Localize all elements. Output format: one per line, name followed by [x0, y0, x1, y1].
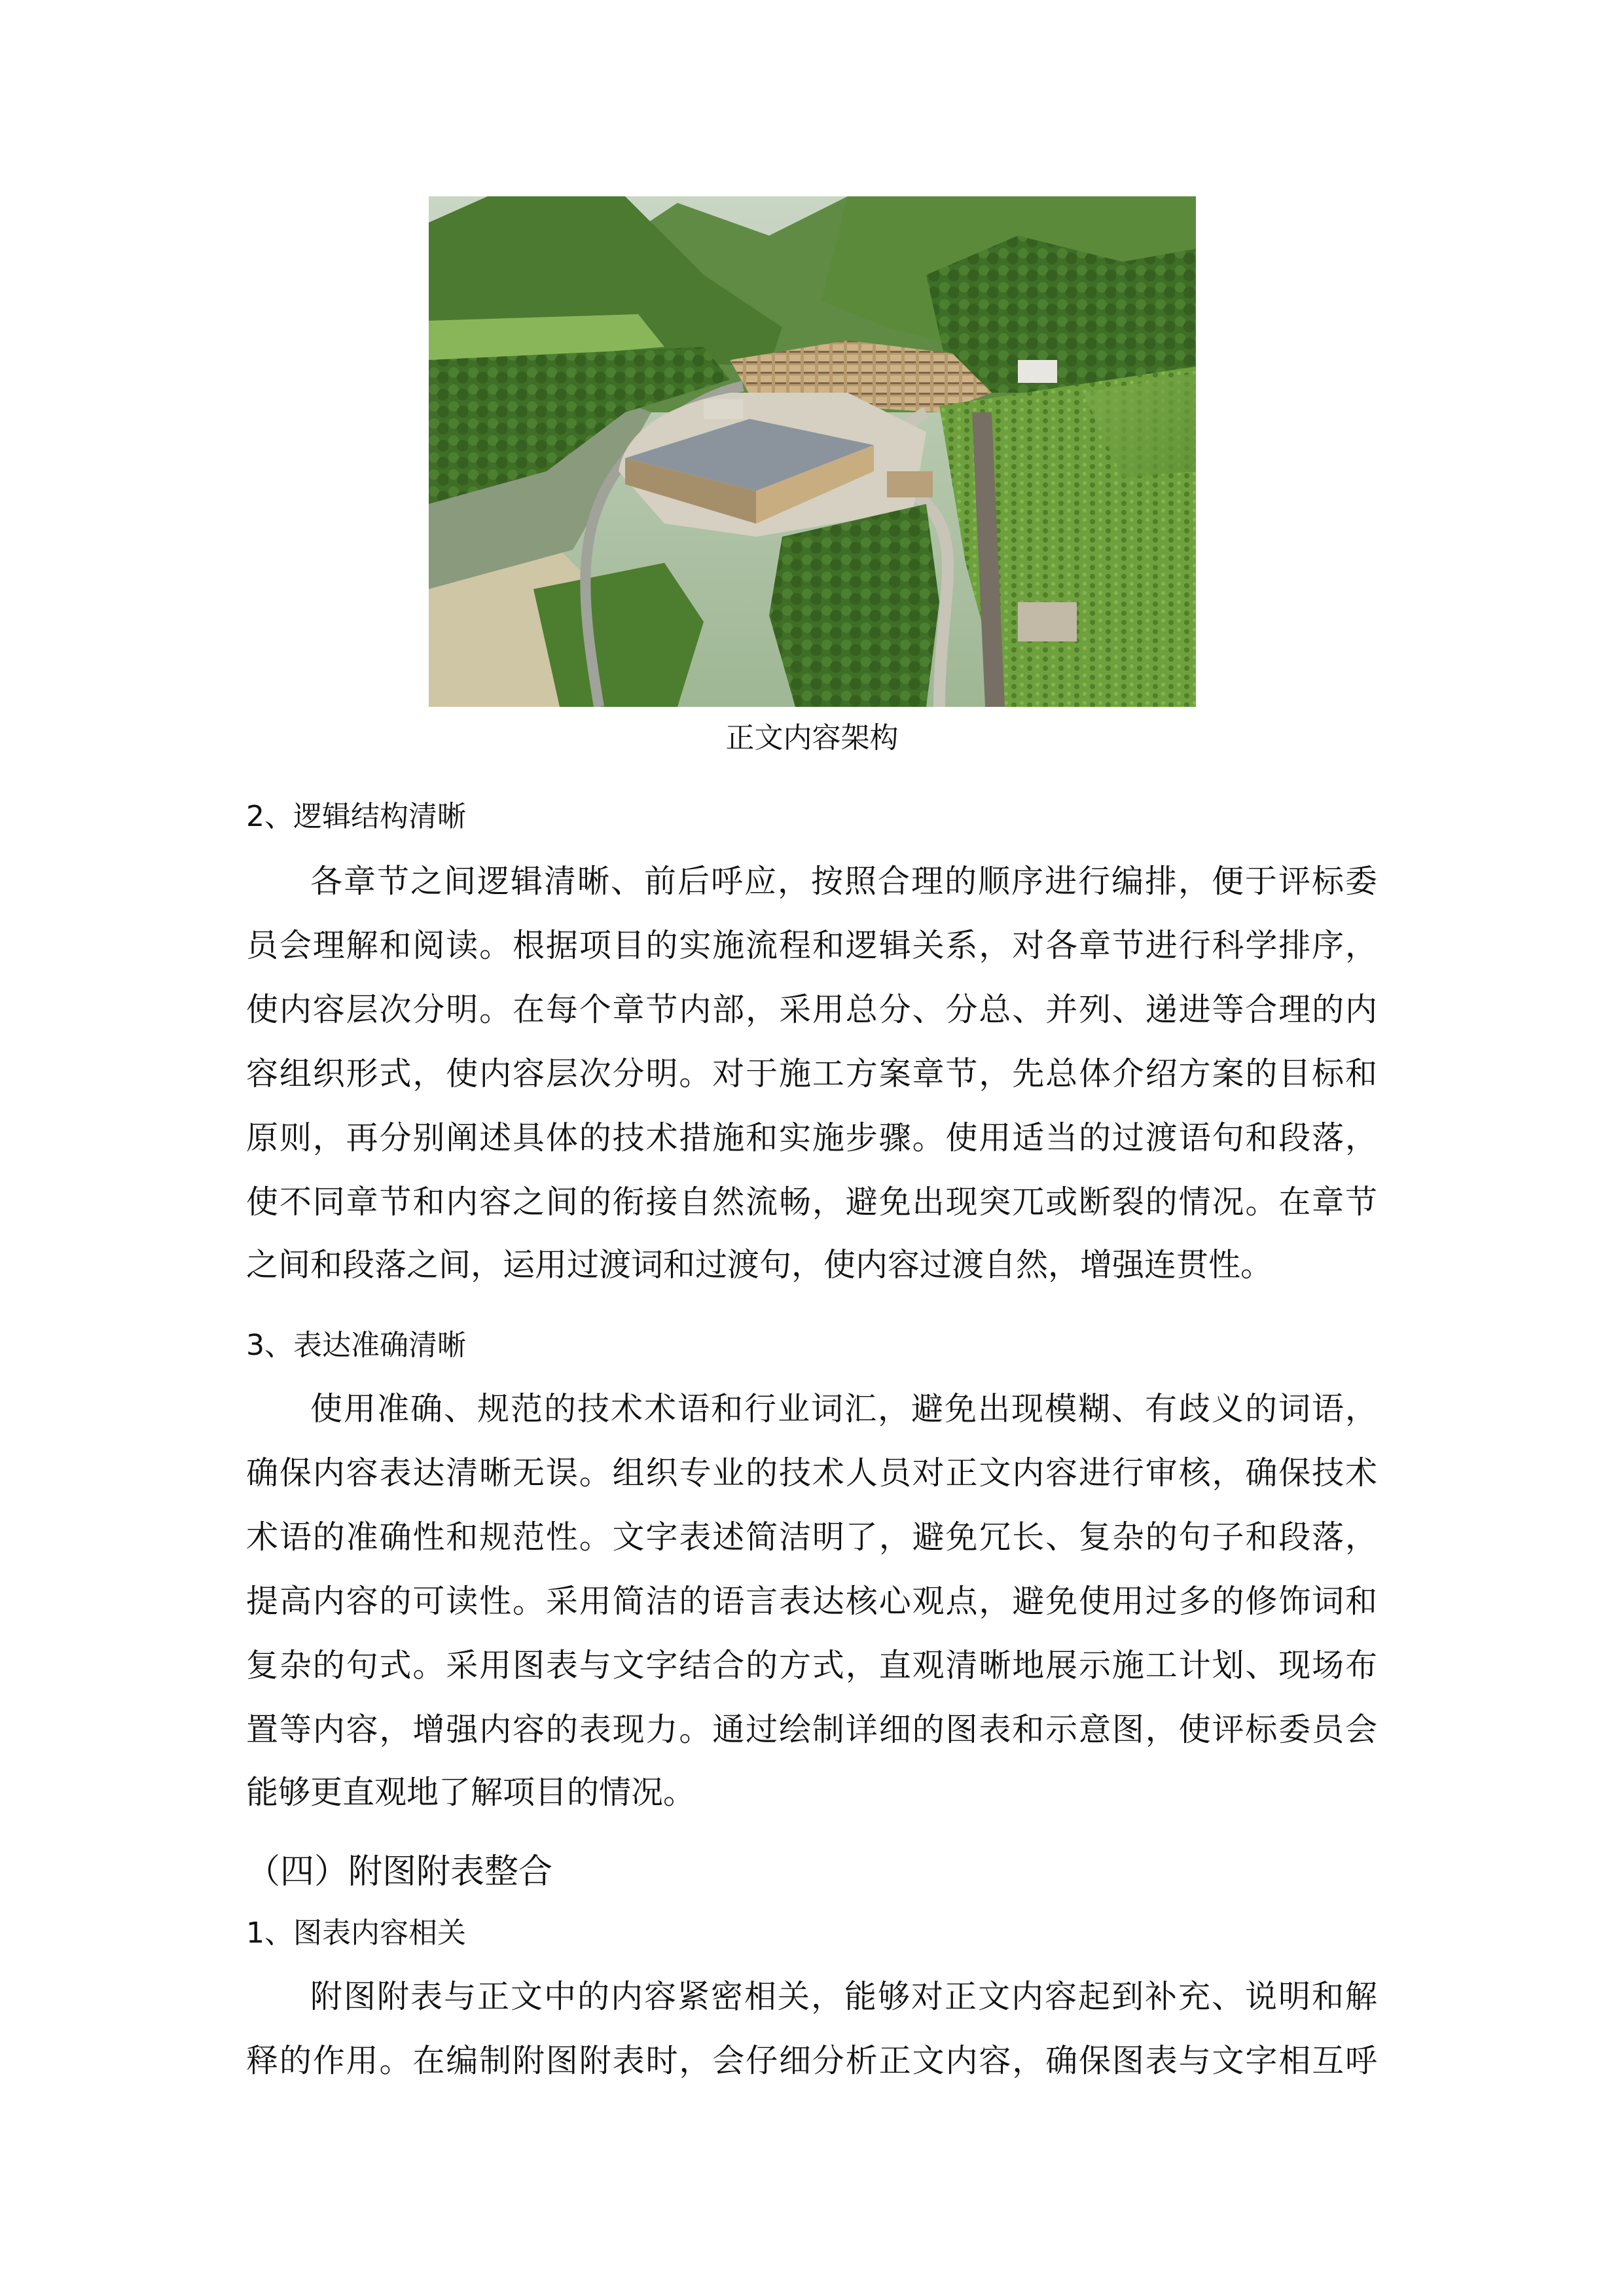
- paragraph-line: 能够更直观地了解项目的情况。: [246, 1774, 696, 1811]
- figure-caption: 正文内容架构: [725, 721, 899, 755]
- paragraph-line: 释的作用。在编制附图附表时，会仔细分析正文内容，确保图表与文字相互呼: [246, 2042, 1377, 2079]
- paragraph-line: 术语的准确性和规范性。文字表述简洁明了，避免冗长、复杂的句子和段落，: [246, 1518, 1377, 1556]
- paragraph-line: 使内容层次分明。在每个章节内部，采用总分、分总、并列、递进等合理的内: [246, 991, 1377, 1028]
- part-heading-attachments: （四）附图附表整合: [246, 1852, 553, 1892]
- paragraph-line: 提高内容的可读性。采用简洁的语言表达核心观点，避免使用过多的修饰词和: [246, 1583, 1377, 1620]
- paragraph-line: 原则，再分别阐述具体的技术措施和实施步骤。使用适当的过渡语句和段落，: [246, 1119, 1377, 1157]
- paragraph-line: 员会理解和阅读。根据项目的实施流程和逻辑关系，对各章节进行科学排序，: [246, 927, 1377, 964]
- section-heading-chart-relevance: 1、图表内容相关: [246, 1916, 466, 1950]
- section-heading-logic: 2、逻辑结构清晰: [246, 800, 466, 833]
- paragraph-line: 确保内容表达清晰无误。组织专业的技术人员对正文内容进行审核，确保技术: [246, 1454, 1377, 1492]
- paragraph-line: 使不同章节和内容之间的衔接自然流畅，避免出现突兀或断裂的情况。在章节: [246, 1183, 1377, 1221]
- paragraph-line: 各章节之间逻辑清晰、前后呼应，按照合理的顺序进行编排，便于评标委: [310, 863, 1377, 900]
- paragraph-line: 容组织形式，使内容层次分明。对于施工方案章节，先总体介绍方案的目标和: [246, 1055, 1377, 1092]
- paragraph-line: 置等内容，增强内容的表现力。通过绘制详细的图表和示意图，使评标委员会: [246, 1711, 1377, 1748]
- paragraph-line: 附图附表与正文中的内容紧密相关，能够对正文内容起到补充、说明和解: [310, 1978, 1377, 2015]
- paragraph-line: 复杂的句式。采用图表与文字结合的方式，直观清晰地展示施工计划、现场布: [246, 1647, 1377, 1684]
- paragraph-line: 之间和段落之间，运用过渡词和过渡句，使内容过渡自然，增强连贯性。: [246, 1246, 1273, 1283]
- paragraph-line: 使用准确、规范的技术术语和行业词汇，避免出现模糊、有歧义的词语，: [310, 1390, 1377, 1427]
- aerial-village-photo: [429, 196, 1196, 707]
- section-heading-expression: 3、表达准确清晰: [246, 1329, 466, 1362]
